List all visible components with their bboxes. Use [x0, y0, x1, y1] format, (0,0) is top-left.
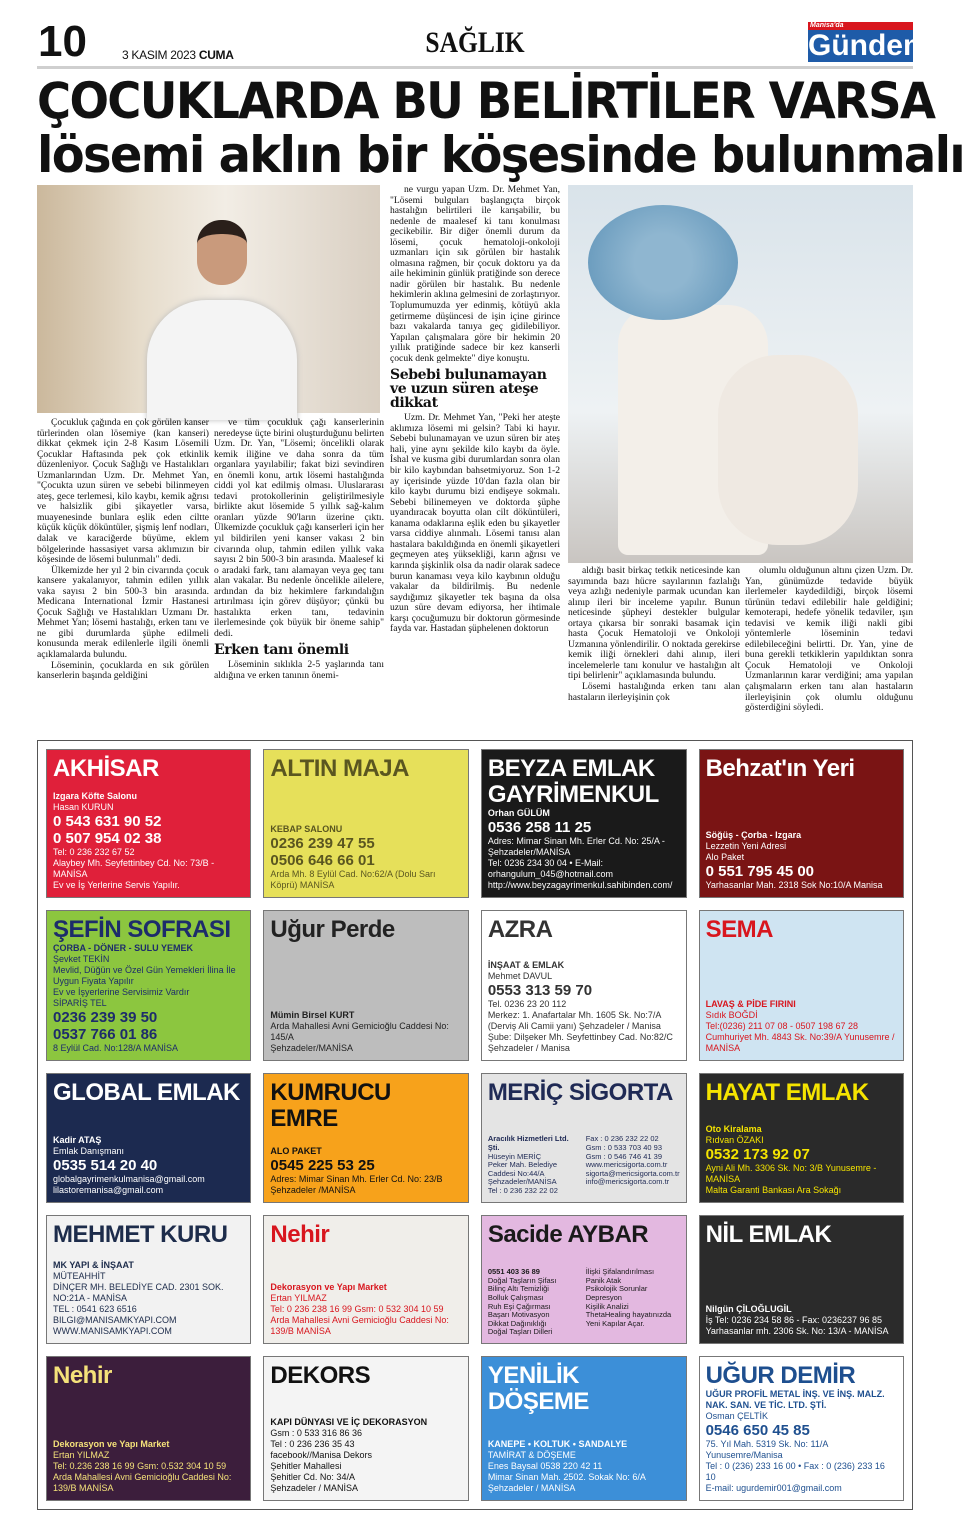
ad-text: 0236 239 39 50 — [53, 1009, 158, 1026]
ad-text: İNŞAAT & EMLAK — [487, 960, 565, 970]
ad-text: Arda Mahallesi Avni Gemicioğlu Caddesi No: 145/A — [270, 1021, 449, 1042]
advertisement — [263, 749, 468, 898]
ad-text: Gsm : 0 546 746 41 39 — [585, 1151, 663, 1161]
ad-text: TAMİRAT & DÖŞEME — [487, 1450, 576, 1460]
advertisement — [46, 749, 251, 898]
ad-text: Söğüş - Çorba - Izgara — [705, 830, 802, 840]
ad-text: Lezzetin Yeni Adresi — [705, 841, 787, 851]
advertisement — [699, 1356, 904, 1501]
ad-text: Gsm : 0 533 316 86 36 — [270, 1428, 362, 1438]
article-paragraph: Çocukluk çağında en çok görülen kanser türlerinden olan lösemiye (kan kanseri) dikkat çekmek için 2-8 Kasım Lösemili Çocuklar Haftasında pek çok etkinlik düzenleniyor. Çocuk Sağlığı ve Hastalıkları Uzmanlarından Uzm. Dr. Mehmet Yan, "Çocukta uzun süren ve sebebi bilinmeyen ateş, gece terlemesi, kilo kaybı, kemik ağrısı ve halsizlik gibi şikayetler varsa, muayenesinde bunlara eşlik eden ciltte küçük küçük döküntüler, şişmiş lenf nodları, dalak ve karaciğerde büyüme, eklem bölgelerinde hassasiyet varsa aklımızın bir köşesinde de lösemi bulunmalı" dedi. — [37, 417, 209, 566]
ad-text: Dekorasyon ve Yapı Market — [270, 1282, 387, 1292]
ad-text: DİNÇER MH. BELEDİYE CAD. 2301 SOK. NO:21A - MANİSA — [53, 1282, 224, 1303]
ad-text: İlişki Şifalandırılması — [585, 1267, 655, 1277]
article-subheading: Erken tanı önemli — [214, 642, 349, 659]
article-column-3 — [390, 185, 560, 635]
ad-text: Orhan GÜLÜM — [487, 808, 550, 818]
ad-text: Tel. 0236 23 20 112 — [487, 999, 567, 1009]
ad-title: MEHMET KURU — [53, 1220, 228, 1248]
ad-text: globalgayrimenkulmanisa@gmail.com — [53, 1173, 205, 1184]
ad-text: Merkez: 1. Anafartalar Mh. 1605 Sk. No:7/A (Derviş Ali Camii yanı) Şehzadeler / Manisa — [487, 1010, 661, 1031]
ad-text: Şevket TEKİN — [53, 954, 110, 964]
article-paragraph: Lösemi hastalığında erken tanı alan hastaların ilerleyişinin çok — [568, 681, 740, 703]
ad-text: BILGI@MANISAMKYAPI.COM — [53, 1315, 177, 1325]
ad-text: Tel: 0.236 238 16 99 Gsm: 0.532 304 10 59 — [53, 1461, 227, 1471]
ad-grid — [46, 749, 904, 1501]
ad-text: Şehitler Mahallesi — [270, 1461, 342, 1471]
ad-title: NİL EMLAK — [705, 1220, 832, 1248]
ad-text: Bolluk Çalışması — [487, 1293, 544, 1303]
ad-text: Tel: 0236 234 30 04 • E-Mail: orhangulum_045@hotmail.com — [487, 858, 614, 879]
ad-text: 0535 514 20 40 — [53, 1156, 158, 1174]
ad-text: KAPI DÜNYASI VE İÇ DEKORASYON — [270, 1417, 428, 1427]
ad-title: SEMA — [705, 916, 773, 943]
ad-title: BEYZA EMLAK GAYRİMENKUL — [487, 755, 659, 808]
ad-text: 0506 646 66 01 — [270, 852, 375, 869]
ad-text: Hasan KURUN — [53, 802, 114, 812]
ad-text: Tel : 0 236 232 22 02 — [487, 1185, 558, 1195]
ad-text: Tel : 0 (236) 233 16 00 • Fax : 0 (236) 233 16 10 — [705, 1461, 885, 1482]
ad-text: 0 507 954 02 38 — [53, 830, 162, 847]
ad-text: Alaybey Mh. Seyfettinbey Cd. No: 73/B - MANİSA — [53, 858, 215, 879]
newspaper-logo — [808, 22, 930, 62]
ad-text: Ertan YILMAZ — [53, 1450, 110, 1460]
ad-text: 0546 650 45 85 — [705, 1422, 810, 1439]
ad-text: İş Tel: 0236 234 58 86 - Fax: 0236237 96 85 — [705, 1315, 883, 1325]
ad-text: lilastoremanisa@gmail.com — [53, 1184, 164, 1195]
headline-line-1: ÇOCUKLARDA BU BELİRTİLER VARSA — [37, 72, 935, 130]
advertisement — [263, 1215, 468, 1345]
ad-text: sigorta@mericsigorta.com.tr — [585, 1168, 680, 1178]
ad-text: 0553 313 59 70 — [487, 982, 593, 999]
ad-text: SİPARİŞ TEL — [53, 998, 107, 1008]
article-paragraph: Löseminin, çocuklarda en sık görülen kanserlerin başında geldiğini — [37, 659, 209, 682]
ad-title: YENİLİK DÖŞEME — [487, 1362, 589, 1415]
ad-text: WWW.MANISAMKYAPI.COM — [53, 1326, 172, 1336]
advertisement — [481, 1356, 687, 1501]
article-column-4 — [568, 566, 740, 703]
ad-text: 8 Eylül Cad. No:128/A MANİSA — [53, 1043, 179, 1053]
header-divider — [37, 66, 913, 69]
article-paragraph: ne vurgu yapan Uzm. Dr. Mehmet Yan, "Lösemi bulguları başlangıçta birçok hastalığın belirtileri ile karışabilir, bu nedenle de maalesef ki tanı konulması gecikebilir. Bir diğer önemli durum da lösemi, çocuk hematoloji-onkoloji uzmanları için sık görülen bir hastalık olmasına rağmen, bir çocuk doktoru ya da aile hekiminin günlük pratiğinde son derece nadir görülen bir hastalık. Bu nedenle hekimlerin aklına gelmesini de zorlaştırıyor. Toplumumuzda yer edinmiş, kötüyü akla getirmeme düşüncesi de işin içine girince bazı vakalarda tanıya geç gidilebiliyor. Yapılan çalışmalara göre bir hekimin 20 yıllık pratiğinde sadece bir kez kanserli çocuk denk gelmekte" diye konuştu. — [390, 184, 560, 364]
ad-title: KUMRUCU EMRE — [270, 1079, 391, 1132]
ad-text: Osman ÇELTİK — [705, 1411, 768, 1421]
ad-text: Adres: Mimar Sinan Mh. Erler Cd. No: 25/A - Şehzadeler/MANİSA — [487, 836, 665, 857]
advertisement — [263, 1073, 468, 1203]
ad-title: ŞEFİN SOFRASI — [53, 916, 231, 943]
article-paragraph: Ülkemizde her yıl 2 bin civarında çocuk kansere yakalanıyor, tahmin edilen yıllık vaka sayısı 2 bin 500-3 bin arasında. Medicana International İzmir Hastanesi Çocuk Sağlığı ve Hastalıkları Uzmanı Dr. Mehmet Yan; lösemi hastalığı, erken tanı ve ne gibi durumlarda şüphe edilmeli konusunda merak edilenlerle ilgili önemli açıklamalarda bulundu. — [37, 564, 209, 661]
article-paragraph: olumlu olduğunun altını çizen Uzm. Dr. Yan, günümüzde tedavide büyük ilerlemeler kaydedildiği, birçok lösemi türünün tedavi edilebilir hale geldiğini; kemoterapi, hedefe yönelik tedaviler, ışın tedavisi ve kemik iliği nakli gibi yöntemlerle löseminin tedavi edilebileceğini belirtti. Dr. Yan, yine de buna gerekli tetkiklerin yapıldıktan sonra Çocuk Hematoloji ve Onkoloji Uzmanlarının karar verdiğini; ama yapılan çalışmaların erken tanı alan hastaların ilerleyişinin çok olumlu olduğunu gösterdiğini söyledi. — [745, 565, 913, 714]
ad-text: Nilgün ÇİLOĞLUGİL — [705, 1304, 792, 1314]
advertisement — [699, 1073, 904, 1203]
ad-text: Ev ve İş Yerlerine Servis Yapılır. — [53, 880, 180, 890]
ad-text: 75. Yıl Mah. 5319 Sk. No: 11/A Yunusemre/Manisa — [705, 1439, 828, 1460]
ad-title: Nehir — [53, 1362, 112, 1389]
ad-text: Ayni Ali Mh. 3306 Sk. No: 3/B Yunusemre - MANİSA — [705, 1162, 877, 1184]
ad-text: Cumhuriyet Mh. 4843 Sk. No:39/A Yunusemre / MANİSA — [705, 1032, 895, 1053]
ad-text: info@mericsigorta.com.tr — [585, 1177, 670, 1187]
ad-text: Fax : 0 236 232 22 02 — [585, 1134, 659, 1144]
ad-text: Tel:(0236) 211 07 08 - 0507 198 67 28 — [705, 1021, 859, 1031]
ad-text: Doğal Taşların Şifası — [487, 1275, 557, 1285]
ad-text: 0536 258 11 25 — [487, 819, 592, 836]
ad-text: 0 551 795 45 00 — [705, 863, 815, 880]
advertisement — [263, 1356, 468, 1501]
advertisement — [481, 1073, 687, 1203]
ad-title: DEKORS — [270, 1362, 371, 1389]
ad-text: Ruh Eşi Çağırması — [487, 1301, 551, 1311]
ad-text: MÜTEAHHİT — [53, 1271, 106, 1281]
ad-text: http://www.beyzagayrimenkul.sahibinden.com/ — [487, 880, 673, 890]
ad-text: Adres: Mimar Sinan Mh. Erler Cd. No: 23/B — [270, 1173, 443, 1184]
ad-text: 0532 173 92 07 — [705, 1145, 810, 1163]
ad-text: Malta Garanti Bankası Ara Sokağı — [705, 1184, 842, 1195]
ad-text: Gsm : 0 533 703 40 93 — [585, 1142, 663, 1152]
child-with-bunny-photo — [568, 185, 913, 563]
headline-line-2: lösemi aklın bir köşesinde bulunmalı — [37, 126, 964, 184]
article-column-5 — [745, 566, 913, 714]
ad-text: 0551 403 36 89 — [487, 1267, 540, 1277]
ad-title: ALTIN MAJA — [270, 755, 409, 782]
ad-text: Sıdık BOĞDİ — [705, 1010, 758, 1020]
ad-text: Şehzadeler/MANİSA — [270, 1043, 353, 1053]
logo-text: Gündem — [808, 29, 930, 62]
ad-text: Depresyon — [585, 1293, 622, 1303]
ad-text: Aracılık Hizmetleri Ltd. Şti. — [487, 1134, 569, 1152]
advertisement-section — [37, 740, 913, 1510]
advertisement — [46, 910, 251, 1061]
ad-text: Rıdvan ÖZAKI — [705, 1134, 764, 1145]
ad-text: E-mail: ugurdemir001@gmail.com — [705, 1483, 842, 1493]
ad-title: Sacide AYBAR — [487, 1220, 649, 1248]
ad-text: 0537 766 01 86 — [53, 1026, 158, 1043]
article-paragraph: Uzm. Dr. Mehmet Yan, "Peki her ateşte aklımıza lösemi mi gelsin? Tabi ki hayır. Sebebi bulunamayan ve uzun süren bir ateş hali, yine aynı şekilde kilo kaybı da öyle. İshal ve kusma gibi durumlardan sonra olan bir kilo kaybından bahsetmiyoruz. Son 1-2 ay içerisinde yüzde 10'dan fazla olan bir kilo kaybı durumu bizi endişeye sokmalı. Sebebi bilinemeyen ve doktorda şüphe uyandıracak boyutta olan cilt döküntüleri, kanama odaklarına eşlik eden bu şikayetler varsa ciddiye alınmalı. Lösemi tanısı alan hastalara bakıldığında en önemli şikayetleri geçmeyen ateş yüksekliği, karın ağrısı ve karında şişkinlik olsa da nadir olarak sadece burun kanaması veya kilo kaybının olduğu vakalar da bildirilmiş. Bu nedenle saydığımız şikayetler tek başına da olsa uzun süre devam ediyorsa, her ihtimale karşı çocuğumuzu bir doktorun görmesinde fayda var. Hastadan şüphelenen doktorun — [390, 412, 560, 635]
advertisement — [699, 749, 904, 898]
ad-text: 0 543 631 90 52 — [53, 813, 162, 830]
ad-text: Dekorasyon ve Yapı Market — [53, 1439, 170, 1449]
ad-text: Panik Atak — [585, 1275, 622, 1285]
advertisement — [699, 910, 904, 1061]
ad-text: Mevlid, Düğün ve Özel Gün Yemekleri İlina İle Uygun Fiyata Yapılır — [53, 965, 236, 986]
ad-text: ÇORBA - DÖNER - SULU YEMEK — [53, 943, 194, 953]
ad-text: Arda Mh. 8 Eylül Cad. No:62/A (Dolu Sarı Köprü) MANİSA — [270, 869, 436, 890]
advertisement — [481, 749, 687, 898]
article-subheading: Sebebi bulunamayan ve uzun süren ateşe dikkat — [390, 367, 547, 412]
ad-text: Yarhasanlar Mah. 2318 Sok No:10/A Manisa — [705, 880, 883, 890]
ad-text: Oto Kiralama — [705, 1123, 762, 1134]
ad-title: HAYAT EMLAK — [705, 1079, 869, 1106]
ad-text: Emlak Danışmanı — [53, 1145, 125, 1156]
date-text: 3 KASIM 2023 — [122, 48, 196, 62]
ad-title: AZRA — [487, 916, 553, 943]
advertisement — [46, 1215, 251, 1345]
ad-text: Şehzadeler /MANİSA — [270, 1184, 356, 1195]
ad-text: facebook//Manisa Dekors — [270, 1450, 372, 1460]
advertisement — [46, 1356, 251, 1501]
ad-text: Arda Mahallesi Avni Gemicioğlu Caddesi No: 139/B MANİSA — [53, 1472, 232, 1493]
ad-text: Mimar Sinan Mah. 2502. Sokak No: 6/A Şehzadeler / MANİSA — [487, 1472, 646, 1493]
doctor-photo — [37, 185, 380, 413]
ad-title: AKHİSAR — [53, 755, 159, 782]
ad-text: Izgara Köfte Salonu — [53, 791, 138, 801]
ad-text: KANEPE • KOLTUK • SANDALYE — [487, 1439, 628, 1449]
ad-title: MERİÇ SİGORTA — [487, 1079, 673, 1106]
ad-title: GLOBAL EMLAK — [53, 1079, 240, 1106]
ad-text: KEBAP SALONU — [270, 824, 343, 834]
ad-text: MK YAPI & İNŞAAT — [53, 1260, 134, 1270]
advertisement — [699, 1215, 904, 1345]
ad-text: Psikolojik Sorunlar — [585, 1284, 648, 1294]
ad-title: Behzat'ın Yeri — [705, 755, 855, 782]
advertisement — [481, 1215, 687, 1345]
advertisement — [481, 910, 687, 1061]
logo-top: Manisa'da — [810, 22, 844, 29]
ad-text: Şube: Dilşeker Mh. Seyfettinbey Cad. No:82/C Şehzadeler / Manisa — [487, 1032, 673, 1053]
ad-text: Yarhasanlar mh. 2306 Sk. No: 13/A - MANİSA — [705, 1326, 889, 1336]
ad-text: Hüseyin MERİÇ — [487, 1151, 542, 1161]
ad-text: Tel: 0 236 238 16 99 Gsm: 0 532 304 10 59 — [270, 1304, 444, 1314]
ad-text: 0236 239 47 55 — [270, 835, 375, 852]
ad-text: Başarı Motivasyon — [487, 1310, 550, 1320]
issue-date — [122, 48, 234, 62]
advertisement — [263, 910, 468, 1061]
ad-text: Kişilik Analizi — [585, 1301, 629, 1311]
ad-text: www.mericsigorta.com.tr — [585, 1160, 668, 1170]
ad-text: ThetaHealing hayatınızda Yeni Kapılar Açar. — [585, 1310, 672, 1328]
section-title: SAĞLIK — [425, 26, 525, 59]
ad-text: UĞUR PROFİL METAL İNŞ. VE İNŞ. MALZ. NAK. SAN. VE TİC. LTD. ŞTİ. — [705, 1389, 885, 1410]
ad-title: Uğur Perde — [270, 916, 395, 943]
article-paragraph: aldığı basit birkaç tetkik neticesinde kan sayımında bazı hücre sayılarının fazlalığı veya azlığı nedeniyle parmak ucundan kan alınıp ileri bir inceleme yapılır. Bunun neticesinde şüpheyi destekler bulgular ortaya çıkarsa bir sonraki basamak için hasta Çocuk Hematoloji ve Onkoloji Uzmanına yönlendirilir. O noktada gerekirse kemik iliği örnekleri dahi alınıp, ileri incelemelerle tanı konulur ve hastalığın alt tipi belirlenir" açıklamasında bulundu. — [568, 565, 740, 682]
ad-text: Ertan YILMAZ — [270, 1293, 327, 1303]
ad-text: Mehmet DAVUL — [487, 971, 553, 981]
article-column-1 — [37, 418, 209, 682]
ad-text: Arda Mahallesi Avni Gemicioğlu Caddesi No: 139/B MANİSA — [270, 1315, 449, 1336]
ad-text: LAVAŞ & PİDE FIRINI — [705, 999, 796, 1009]
ad-text: Enes Baysal 0538 220 42 11 — [487, 1461, 603, 1471]
ad-text: Dikkat Dağınıklığı — [487, 1318, 547, 1328]
ad-title: Nehir — [270, 1220, 330, 1248]
advertisement — [46, 1073, 251, 1203]
ad-title: UĞUR DEMİR — [705, 1362, 856, 1389]
ad-text: Mümin Birsel KURT — [270, 1010, 355, 1020]
page-number: 10 — [38, 17, 87, 66]
ad-text: Kadir ATAŞ — [53, 1134, 102, 1145]
ad-text: Şehitler Cd. No: 34/A — [270, 1472, 355, 1482]
article-column-2 — [214, 418, 384, 682]
ad-text: ALO PAKET — [270, 1145, 322, 1156]
ad-text: Tel : 0 236 236 35 43 — [270, 1439, 355, 1449]
article-paragraph: ve tüm çocukluk çağı kanserlerinin neredeyse üçte birini oluşturduğunu belirten Uzm. Dr. Yan, "Lösemi; öncelikli olarak kemik iliğine ve daha sonra da tüm organlara yayılabilir; fakat bizi sevindiren en önemli konu, artık lösemi hastalığında ciddi yol kat edilmiş olması. Uluslararası tedavi protokollerinin geliştirilmesiyle birlikte akut lösemide 5 yıllık sağ-kalım oranları yüzde 90'ların üzerine çıktı. Ülkemizde çocukluk çağı kanserleri için her yıl bildirilen yeni kanser vakası 2 bin civarında olup, tahmin edilen yıllık vaka sayısı 2 bin 500-3 bin arasında. Maalesef ki o aradaki fark, tanı alamayan veya geç tanı alan vakalar. Bu nedenle öncelikle ailelere, ardından da biz hekimlere farkındalığın artırılması için görev düşüyor; çünkü bu hastalıkta erken tanı, tedavinin ilerlemesinde çok büyük bir öneme sahip" dedi. — [214, 417, 384, 639]
day-text: CUMA — [198, 48, 234, 62]
ad-text: TEL : 0541 623 6516 — [53, 1304, 137, 1314]
ad-text: Tel: 0 236 232 67 52 — [53, 847, 135, 857]
ad-text: 0545 225 53 25 — [270, 1156, 375, 1174]
ad-text: Ev ve İşyerlerine Servisimiz Vardır — [53, 987, 190, 997]
ad-text: Şehzadeler / MANİSA — [270, 1483, 358, 1493]
article-paragraph: Löseminin sıklıkla 2-5 yaşlarında tanı aldığına ve erken tanının önemi- — [214, 659, 384, 682]
ad-text: Doğal Taşları Dilleri — [487, 1327, 553, 1337]
ad-text: Alo Paket — [705, 852, 745, 862]
ad-text: Bilinç Altı Temizliği — [487, 1284, 549, 1294]
ad-text: Peker Mah. Belediye Caddesi No:44/A Şehzadeler/MANİSA — [487, 1160, 558, 1187]
